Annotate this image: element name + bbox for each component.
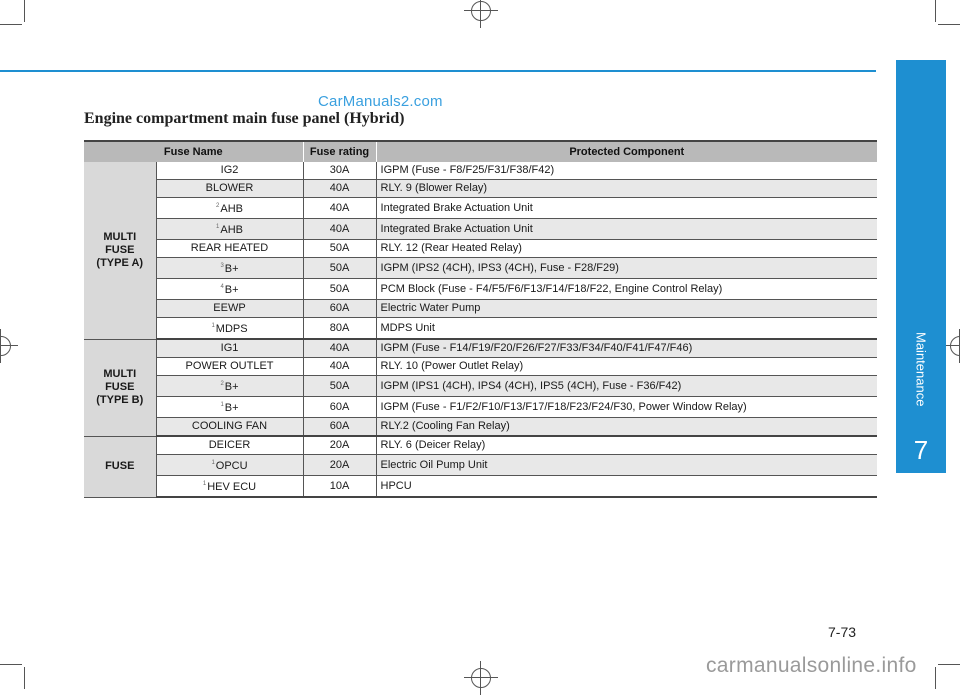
table-row	[84, 418, 877, 437]
fuse-name: B+	[224, 381, 239, 393]
fuse-rating-cell: 50A	[303, 240, 376, 258]
fuse-table	[84, 140, 877, 498]
fuse-group-label	[84, 436, 156, 497]
table-row	[84, 339, 877, 358]
fuse-rating-cell: 80A	[303, 318, 376, 340]
chapter-tab-label: Maintenance	[913, 332, 929, 407]
fuse-table-container	[84, 140, 877, 498]
fuse-rating-cell: 60A	[303, 418, 376, 437]
fuse-group-label-line: MULTI	[103, 368, 137, 380]
fuse-rating-cell: 60A	[303, 300, 376, 318]
crop-mark	[935, 0, 936, 22]
fuse-name-cell	[156, 339, 303, 358]
fuse-group-label-line: (TYPE B)	[96, 394, 144, 406]
fuse-group-label	[84, 162, 156, 339]
table-row	[84, 476, 877, 498]
section-title: Engine compartment main fuse panel (Hybrid)	[84, 110, 405, 127]
protected-component-cell: Electric Oil Pump Unit	[376, 455, 877, 476]
footnote-marker: 1	[216, 224, 220, 230]
protected-component-cell: PCM Block (Fuse - F4/F5/F6/F13/F14/F18/F22, Engine Control Relay)	[376, 279, 877, 300]
protected-component-cell: RLY. 9 (Blower Relay)	[376, 180, 877, 198]
fuse-group-label-line: FUSE	[105, 243, 135, 256]
footnote-marker: 1	[211, 323, 215, 329]
fuse-name: AHB	[220, 224, 243, 236]
fuse-rating-cell: 40A	[303, 198, 376, 219]
fuse-rating-cell: 60A	[303, 397, 376, 418]
footnote-marker: 2	[216, 203, 220, 209]
protected-component-cell: Electric Water Pump	[376, 300, 877, 318]
protected-component-cell: Integrated Brake Actuation Unit	[376, 198, 877, 219]
fuse-rating-cell: 30A	[303, 162, 376, 180]
fuse-rating-cell: 50A	[303, 376, 376, 397]
fuse-rating-cell: 40A	[303, 180, 376, 198]
fuse-name: B+	[224, 402, 239, 414]
fuse-name-cell	[156, 180, 303, 198]
footnote-marker: 3	[220, 263, 224, 269]
protected-component-cell: MDPS Unit	[376, 318, 877, 340]
fuse-rating-cell: 40A	[303, 358, 376, 376]
fuse-group-label-line: FUSE	[105, 460, 135, 472]
crop-mark	[0, 664, 22, 665]
footnote-marker: 1	[220, 402, 224, 408]
fuse-name: OPCU	[215, 460, 248, 472]
fuse-name-cell	[156, 279, 303, 300]
fuse-name-cell	[156, 476, 303, 498]
fuse-name-cell	[156, 219, 303, 240]
fuse-name: IG1	[220, 342, 239, 354]
fuse-name-cell	[156, 258, 303, 279]
fuse-rating-cell: 40A	[303, 219, 376, 240]
registration-mark	[950, 336, 960, 356]
fuse-name-cell	[156, 198, 303, 219]
table-row	[84, 219, 877, 240]
table-row	[84, 300, 877, 318]
protected-component-cell: IGPM (Fuse - F1/F2/F10/F13/F17/F18/F23/F24/F30, Power Window Relay)	[376, 397, 877, 418]
table-row	[84, 258, 877, 279]
protected-component-cell: HPCU	[376, 476, 877, 498]
table-row	[84, 240, 877, 258]
fuse-group-label-line: (TYPE A)	[96, 256, 144, 269]
table-header-row	[84, 141, 877, 162]
fuse-rating-cell: 20A	[303, 455, 376, 476]
page-number: 7-73	[828, 624, 857, 640]
fuse-rating-cell: 50A	[303, 279, 376, 300]
fuse-group-label	[84, 339, 156, 436]
table-row	[84, 436, 877, 455]
chapter-number: 7	[913, 434, 929, 465]
crop-mark	[24, 667, 25, 689]
protected-component-cell: Integrated Brake Actuation Unit	[376, 219, 877, 240]
table-row	[84, 162, 877, 180]
protected-component-cell: IGPM (IPS2 (4CH), IPS3 (4CH), Fuse - F28/F29)	[376, 258, 877, 279]
table-row	[84, 279, 877, 300]
protected-component-cell: IGPM (Fuse - F8/F25/F31/F38/F42)	[376, 162, 877, 180]
fuse-name-cell	[156, 240, 303, 258]
table-row	[84, 198, 877, 219]
fuse-name-cell	[156, 300, 303, 318]
table-row	[84, 376, 877, 397]
fuse-rating-cell: 10A	[303, 476, 376, 498]
protected-component-cell: IGPM (IPS1 (4CH), IPS4 (4CH), IPS5 (4CH), Fuse - F36/F42)	[376, 376, 877, 397]
fuse-group-label-line: MULTI	[103, 230, 137, 243]
fuse-name: MDPS	[215, 323, 248, 335]
fuse-name: B+	[224, 284, 239, 296]
footnote-marker: 1	[211, 460, 215, 466]
footer-watermark: carmanualsonline.info	[706, 654, 917, 677]
watermark-link[interactable]: CarManuals2.com	[318, 93, 443, 110]
fuse-name: HEV ECU	[207, 481, 257, 493]
crop-mark	[0, 24, 22, 25]
fuse-name: EEWP	[213, 302, 246, 314]
header-fuse-rating: Fuse rating	[303, 141, 376, 162]
fuse-name: REAR HEATED	[190, 242, 269, 254]
fuse-name-cell	[156, 418, 303, 437]
footnote-marker: 1	[202, 481, 207, 487]
registration-mark	[471, 1, 491, 21]
header-protected-component: Protected Component	[376, 141, 877, 162]
fuse-name-cell	[156, 397, 303, 418]
registration-mark	[471, 668, 491, 688]
fuse-rating-cell: 40A	[303, 339, 376, 358]
fuse-name-cell	[156, 358, 303, 376]
fuse-name-cell	[156, 162, 303, 180]
protected-component-cell: IGPM (Fuse - F14/F19/F20/F26/F27/F33/F34/F40/F41/F47/F46)	[376, 339, 877, 358]
fuse-group-label-line: FUSE	[105, 381, 135, 393]
protected-component-cell: RLY. 6 (Deicer Relay)	[376, 436, 877, 455]
table-body	[84, 162, 877, 497]
table-row	[84, 358, 877, 376]
footnote-marker: 2	[220, 381, 224, 387]
crop-mark	[24, 0, 25, 22]
header-fuse-name: Fuse Name	[84, 141, 303, 162]
table-row	[84, 455, 877, 476]
fuse-name-cell	[156, 436, 303, 455]
fuse-name: COOLING FAN	[191, 420, 268, 432]
protected-component-cell: RLY.2 (Cooling Fan Relay)	[376, 418, 877, 437]
table-row	[84, 180, 877, 198]
fuse-name: POWER OUTLET	[185, 360, 274, 372]
registration-mark	[0, 336, 11, 356]
fuse-name: BLOWER	[205, 182, 254, 194]
fuse-name: IG2	[220, 164, 239, 176]
fuse-name-cell	[156, 455, 303, 476]
fuse-name: AHB	[220, 203, 243, 215]
footnote-marker: 4	[220, 284, 224, 290]
fuse-rating-cell: 20A	[303, 436, 376, 455]
table-row	[84, 397, 877, 418]
protected-component-cell: RLY. 10 (Power Outlet Relay)	[376, 358, 877, 376]
fuse-name: B+	[224, 263, 239, 275]
crop-mark	[935, 667, 936, 689]
crop-mark	[938, 24, 960, 25]
fuse-name-cell	[156, 376, 303, 397]
header-rule	[0, 70, 876, 72]
crop-mark	[938, 664, 960, 665]
fuse-name-cell	[156, 318, 303, 340]
table-row	[84, 318, 877, 340]
fuse-rating-cell: 50A	[303, 258, 376, 279]
protected-component-cell: RLY. 12 (Rear Heated Relay)	[376, 240, 877, 258]
fuse-name: DEICER	[208, 439, 251, 451]
